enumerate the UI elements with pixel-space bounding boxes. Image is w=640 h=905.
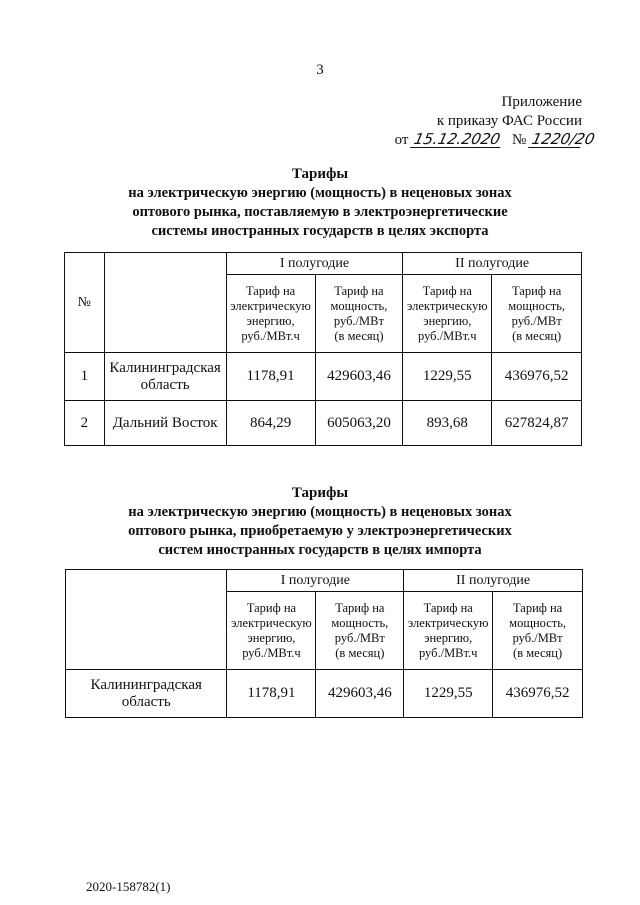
import-subtitle-3: систем иностранных государств в целях импорта [158,542,482,558]
energy-tariff-header [226,275,315,353]
power-tariff-l3: руб./МВт [334,630,385,645]
energy-tariff-header [227,592,316,670]
appendix-line-3 [394,130,597,150]
col-region-header [104,253,226,353]
cell-value: 1229,55 [403,353,492,401]
cell-value: 1178,91 [227,670,316,718]
power-tariff-l2: мощность, [509,615,567,630]
cell-value: 429603,46 [315,353,403,401]
cell-value: 605063,20 [315,401,403,446]
power-tariff-l3: руб./МВт [511,313,562,328]
region-line-1: Калининградская [90,676,202,693]
energy-tariff-l4: руб./МВт.ч [242,645,301,660]
cell-value: 436976,52 [493,670,583,718]
import-subtitle-1: на электрическую энергию (мощность) в неценовых зонах [128,504,512,520]
power-tariff-l1: Тариф на [512,600,563,615]
import-title: Тарифы [291,485,349,501]
handwritten-number: 1220/20 [530,130,597,148]
energy-tariff-l4: руб./МВт.ч [418,645,478,660]
power-tariff-header [316,592,404,670]
import-subtitle-2: оптового рынка, приобретаемую у электроэнергетических [128,523,512,539]
row-region [104,401,226,446]
power-tariff-header [492,275,582,353]
power-tariff-l4: (в месяц) [335,645,385,660]
region-line-2: область [140,376,190,393]
export-title: Тарифы [291,166,349,182]
power-tariff-l2: мощность, [331,615,389,630]
table-row [66,670,583,718]
export-table [64,252,582,446]
energy-tariff-l3: энергию, [424,630,473,645]
region-line-1: Калининградская [109,359,221,376]
energy-tariff-header [403,275,492,353]
number-prefix: № [511,132,527,148]
cell-value: 1178,91 [226,353,315,401]
power-tariff-l4: (в месяц) [513,645,563,660]
half2-header: II полугодие [404,570,583,592]
energy-tariff-l3: энергию, [423,313,472,328]
energy-tariff-l3: энергию, [247,630,296,645]
cell-value: 893,68 [403,401,492,446]
energy-tariff-l1: Тариф на [423,600,473,615]
from-prefix: от [394,132,409,148]
import-title-block [0,484,640,560]
table-row [65,401,582,446]
col-region-header [66,570,227,670]
energy-tariff-l4: руб./МВт.ч [418,328,477,343]
cell-value: 429603,46 [316,670,404,718]
export-subtitle-2: оптового рынка, поставляемую в электроэнергетические [132,204,508,220]
cell-value: 1229,55 [404,670,493,718]
energy-tariff-l2: электрическую [407,615,489,630]
energy-tariff-l1: Тариф на [246,600,297,615]
table-row [65,353,582,401]
export-subtitle-1: на электрическую энергию (мощность) в неценовых зонах [128,185,512,201]
cell-value: 627824,87 [492,401,582,446]
power-tariff-l1: Тариф на [334,283,384,298]
export-subtitle-3: системы иностранных государств в целях экспорта [151,223,489,239]
power-tariff-header [493,592,583,670]
region-line-2: область [121,693,171,710]
import-table [65,569,583,718]
energy-tariff-l3: энергию, [246,313,295,328]
export-title-block [0,165,640,241]
power-tariff-l2: мощность, [508,298,566,313]
row-number: 1 [65,353,105,401]
energy-tariff-l2: электрическую [231,615,312,630]
half1-header: I полугодие [226,253,403,275]
row-region [66,670,227,718]
appendix-block [394,93,597,150]
power-tariff-l2: мощность, [330,298,388,313]
cell-value: 436976,52 [492,353,582,401]
power-tariff-header [315,275,403,353]
power-tariff-l4: (в месяц) [334,328,384,343]
power-tariff-l3: руб./МВт [512,630,563,645]
appendix-line-2: к приказу ФАС России [436,113,582,129]
page-number: 3 [316,62,324,78]
col-number-header: № [65,253,105,353]
region-line-1: Дальний Восток [112,414,218,431]
appendix-line-1: Приложение [501,94,582,110]
energy-tariff-l4: руб./МВт.ч [241,328,300,343]
power-tariff-l1: Тариф на [335,600,385,615]
power-tariff-l4: (в месяц) [512,328,562,343]
energy-tariff-l1: Тариф на [245,283,296,298]
energy-tariff-l2: электрическую [406,298,488,313]
cell-value: 864,29 [226,401,315,446]
half2-header: II полугодие [403,253,582,275]
power-tariff-l3: руб./МВт [333,313,384,328]
energy-tariff-header [404,592,493,670]
row-number: 2 [65,401,105,446]
row-region [104,353,226,401]
energy-tariff-l2: электрическую [230,298,311,313]
half1-header: I полугодие [227,570,404,592]
energy-tariff-l1: Тариф на [422,283,472,298]
document-code: 2020-158782(1) [86,879,171,894]
handwritten-date: 15.12.2020 [410,131,504,148]
power-tariff-l1: Тариф на [511,283,562,298]
